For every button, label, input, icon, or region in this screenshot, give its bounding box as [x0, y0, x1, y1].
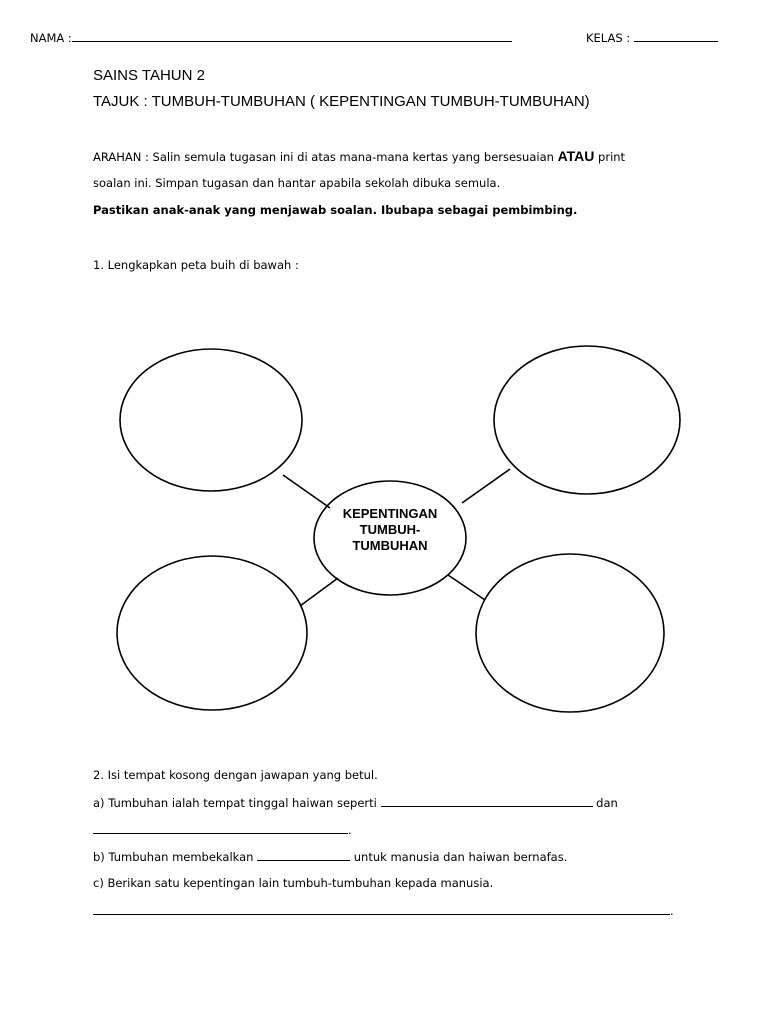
question-2a-text: a) Tumbuhan ialah tempat tinggal haiwan seperti	[93, 796, 377, 810]
connector-top-left	[283, 475, 330, 508]
class-label: KELAS :	[586, 31, 631, 45]
instruction-line-2: soalan ini. Simpan tugasan dan hantar apabila sekolah dibuka semula.	[93, 176, 501, 190]
instruction-line-3: Pastikan anak-anak yang menjawab soalan. Ibubapa sebagai pembimbing.	[93, 203, 578, 217]
connector-bottom-right	[448, 575, 485, 600]
answer-blank-2a-2[interactable]	[93, 822, 348, 834]
name-label: NAMA :	[30, 31, 72, 45]
center-bubble-label	[315, 506, 465, 554]
question-2a-period: .	[348, 823, 352, 837]
answer-blank-2a-1[interactable]	[381, 795, 593, 807]
center-label-line-1: KEPENTINGAN	[342, 506, 438, 521]
question-2a-connector: dan	[596, 796, 618, 810]
answer-blank-2c[interactable]	[93, 903, 670, 915]
question-2a	[93, 795, 618, 810]
question-2b	[93, 849, 567, 864]
center-label-line-3: TUMBUHAN	[352, 538, 428, 553]
answer-blank-2b[interactable]	[257, 849, 350, 861]
question-2-prompt: 2. Isi tempat kosong dengan jawapan yang betul.	[93, 768, 378, 782]
question-1-prompt: 1. Lengkapkan peta buih di bawah :	[93, 258, 299, 272]
question-2b-text-end: untuk manusia dan haiwan bernafas.	[353, 850, 568, 864]
question-2c-prompt: c) Berikan satu kepentingan lain tumbuh-tumbuhan kepada manusia.	[93, 876, 494, 890]
connector-bottom-left	[300, 578, 338, 606]
center-label-line-2: TUMBUH-	[359, 522, 421, 537]
bubble-top-left[interactable]	[120, 349, 302, 491]
instruction-emphasis: ATAU	[557, 148, 595, 164]
instruction-text: ARAHAN : Salin semula tugasan ini di atas mana-mana kertas yang bersesuaian	[93, 150, 554, 164]
question-2c-period: .	[670, 904, 674, 918]
question-2a-continuation	[93, 822, 352, 837]
question-2b-text: b) Tumbuhan membekalkan	[93, 850, 254, 864]
connector-top-right	[462, 469, 510, 503]
subject-title: SAINS TAHUN 2	[93, 67, 205, 84]
question-2c-answer-row	[93, 903, 674, 918]
bubble-top-right[interactable]	[494, 346, 680, 494]
bubble-bottom-right[interactable]	[476, 554, 664, 712]
instruction-text-end: print	[598, 150, 626, 164]
topic-title: TAJUK : TUMBUH-TUMBUHAN ( KEPENTINGAN TUMBUH-TUMBUHAN)	[93, 93, 590, 110]
bubble-bottom-left[interactable]	[117, 556, 307, 710]
